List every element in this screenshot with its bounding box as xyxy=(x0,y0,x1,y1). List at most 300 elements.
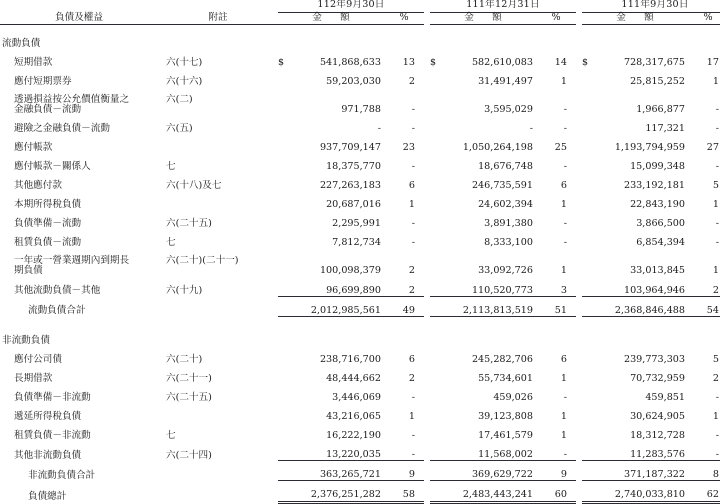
amount-label-a-1: 金 xyxy=(312,11,322,23)
column-header-percent-1: % xyxy=(384,12,424,24)
row-label: 應付短期票券 xyxy=(14,75,72,87)
table-row xyxy=(0,229,720,248)
percent-cell-2: 1 xyxy=(560,430,568,442)
row-note: 六(二十)(二十一) xyxy=(166,255,239,267)
amount-cell-2: 31,491,497 xyxy=(478,75,533,87)
currency-symbol-3 xyxy=(582,134,596,153)
table-row xyxy=(0,422,720,441)
currency-symbol-2 xyxy=(430,191,444,210)
percent-cell-1: - xyxy=(411,392,415,403)
percent-cell-2: 6 xyxy=(560,353,568,365)
percent-cell-1: - xyxy=(411,430,415,442)
amount-cell-2: 11,568,002 xyxy=(478,449,533,461)
percent-cell-2 xyxy=(536,327,576,346)
currency-symbol-1 xyxy=(278,68,292,87)
percent-cell-3: - xyxy=(715,218,720,230)
row-note: 六(二十) xyxy=(166,353,203,365)
subtotal-row xyxy=(0,296,720,316)
amount-label-a-3: 金 xyxy=(616,11,626,23)
currency-symbol-2 xyxy=(430,327,444,346)
amount-label-b-1: 額 xyxy=(340,11,350,23)
amount-cell-2 xyxy=(444,30,536,49)
amount-cell-2: 369,629,722 xyxy=(444,461,536,481)
amount-cell-3: 25,815,252 xyxy=(630,75,686,87)
table-row xyxy=(0,115,720,134)
amount-cell-3 xyxy=(596,30,688,49)
currency-symbol-2 xyxy=(430,365,444,384)
percent-cell-3: 1 xyxy=(712,411,720,423)
amount-cell-1: 227,263,183 xyxy=(319,180,381,192)
column-header-note: 附註 xyxy=(158,12,278,24)
currency-symbol-1 xyxy=(278,249,292,277)
column-header-percent-2: % xyxy=(536,12,576,24)
percent-cell-1: 58 xyxy=(384,481,424,502)
table-row xyxy=(0,249,720,277)
percent-cell-2: 1 xyxy=(560,372,568,384)
amount-cell-2: 2,483,443,241 xyxy=(444,481,536,502)
percent-cell-2: 14 xyxy=(554,56,568,68)
percent-cell-2: 1 xyxy=(560,75,568,87)
amount-cell-1: 937,709,147 xyxy=(319,141,381,153)
table-row xyxy=(0,191,720,210)
amount-cell-3: 459,851 xyxy=(645,392,686,403)
section-spacer-row xyxy=(0,316,720,327)
header-blank-note xyxy=(158,0,278,12)
amount-cell-3: 233,192,181 xyxy=(623,180,686,192)
amount-cell-1: 2,376,251,282 xyxy=(292,481,384,502)
amount-label-a-2: 金 xyxy=(464,11,474,23)
currency-symbol-3 xyxy=(582,249,596,277)
currency-symbol-2 xyxy=(430,316,444,327)
row-note: 六(十八)及七 xyxy=(166,180,222,192)
column-header-period-1: 112年9月30日 xyxy=(278,0,424,12)
currency-symbol-1 xyxy=(278,277,292,297)
amount-cell-1: 96,699,890 xyxy=(326,284,381,296)
percent-cell-2: 9 xyxy=(536,461,576,481)
table-row xyxy=(0,172,720,191)
currency-symbol-2 xyxy=(430,384,444,403)
currency-symbol-2 xyxy=(430,422,444,441)
row-label: 應付帳款－關係人 xyxy=(14,161,91,173)
currency-symbol-3 xyxy=(582,277,596,297)
amount-cell-1 xyxy=(292,316,384,327)
amount-cell-1: 13,220,035 xyxy=(326,449,381,461)
row-label-line2: 期負債 xyxy=(14,265,43,277)
currency-symbol-3 xyxy=(582,115,596,134)
percent-cell-3: 5 xyxy=(712,353,720,365)
percent-cell-1: 2 xyxy=(408,284,415,296)
currency-symbol-1 xyxy=(278,346,292,365)
table-row xyxy=(0,365,720,384)
row-note: 六(十七) xyxy=(166,56,203,68)
percent-cell-1: 1 xyxy=(408,199,415,211)
amount-cell-2: 55,734,601 xyxy=(478,372,533,384)
percent-cell-3: - xyxy=(715,103,720,115)
amount-cell-3: 1,966,877 xyxy=(636,103,686,115)
currency-symbol-1 xyxy=(278,327,292,346)
subtotal-row xyxy=(0,461,720,481)
percent-cell-3: 5 xyxy=(712,180,720,192)
amount-cell-3: 117,321 xyxy=(645,122,686,134)
amount-cell-3: 6,854,394 xyxy=(636,237,686,249)
currency-symbol-1 xyxy=(278,422,292,441)
currency-symbol-1 xyxy=(278,316,292,327)
percent-cell-1: 6 xyxy=(408,180,415,192)
amount-cell-2: 8,333,100 xyxy=(484,237,533,249)
percent-cell-2: 3 xyxy=(560,284,568,296)
percent-cell-2: - xyxy=(563,392,568,403)
percent-cell-2: - xyxy=(563,449,568,461)
currency-symbol-2 xyxy=(430,346,444,365)
amount-cell-3: 2,740,033,810 xyxy=(596,481,688,502)
percent-cell-1 xyxy=(384,30,424,49)
amount-cell-2: 3,891,380 xyxy=(484,218,533,230)
table-row xyxy=(0,441,720,461)
amount-cell-1 xyxy=(292,30,384,49)
amount-label-b-3: 額 xyxy=(644,11,654,23)
currency-symbol-1: $ xyxy=(278,56,285,68)
row-label: 負債準備－流動 xyxy=(14,218,82,230)
table-row xyxy=(0,346,720,365)
percent-cell-2 xyxy=(536,316,576,327)
percent-cell-1: 23 xyxy=(402,141,415,153)
amount-cell-2: 582,610,083 xyxy=(471,56,533,68)
currency-symbol-1 xyxy=(278,153,292,172)
table-body xyxy=(0,30,720,502)
currency-symbol-2 xyxy=(430,30,444,49)
percent-cell-3: 62 xyxy=(688,481,720,502)
currency-symbol-2 xyxy=(430,87,444,115)
percent-cell-1: 9 xyxy=(384,461,424,481)
percent-cell-3: - xyxy=(715,449,720,461)
currency-symbol-2 xyxy=(430,115,444,134)
currency-symbol-3 xyxy=(582,30,596,49)
currency-symbol-3: $ xyxy=(582,56,589,68)
percent-cell-3: - xyxy=(715,392,720,403)
amount-cell-3: 11,283,576 xyxy=(630,449,686,461)
currency-symbol-2 xyxy=(430,229,444,248)
percent-cell-1: - xyxy=(411,449,415,461)
row-label: 其他應付款 xyxy=(14,180,62,192)
amount-cell-3: 15,099,348 xyxy=(630,161,686,173)
percent-cell-3: 1 xyxy=(712,75,720,87)
percent-cell-3: - xyxy=(715,122,720,134)
row-label: 遞延所得稅負債 xyxy=(14,411,82,423)
currency-symbol-3 xyxy=(582,422,596,441)
row-label: 短期借款 xyxy=(14,56,53,68)
currency-symbol-1 xyxy=(278,229,292,248)
percent-cell-1: 6 xyxy=(408,353,415,365)
amount-cell-3: 30,624,905 xyxy=(630,411,686,423)
percent-cell-2: - xyxy=(563,237,568,249)
percent-cell-3: 27 xyxy=(706,141,720,153)
percent-cell-1: 2 xyxy=(408,372,415,384)
percent-cell-2: 25 xyxy=(554,141,568,153)
section-title: 流動負債 xyxy=(2,37,41,49)
currency-symbol-3 xyxy=(582,403,596,422)
row-label: 本期所得稅負債 xyxy=(14,199,82,211)
percent-cell-3: - xyxy=(715,161,720,173)
currency-symbol-1 xyxy=(278,191,292,210)
amount-cell-2: 18,676,748 xyxy=(478,161,533,173)
amount-cell-1: 3,446,069 xyxy=(332,392,381,403)
row-note: 七 xyxy=(166,161,176,173)
currency-symbol-1 xyxy=(278,172,292,191)
currency-symbol-1 xyxy=(278,210,292,229)
percent-cell-1: 2 xyxy=(408,265,415,277)
currency-symbol-1 xyxy=(278,365,292,384)
row-note: 六(二) xyxy=(166,93,193,105)
amount-cell-1: 7,812,734 xyxy=(332,237,381,249)
currency-symbol-1 xyxy=(278,384,292,403)
row-label-line2: 金融負債－流動 xyxy=(14,103,82,115)
column-header-period-3: 111年9月30日 xyxy=(582,0,720,12)
table-row xyxy=(0,277,720,297)
currency-symbol-1 xyxy=(278,481,292,502)
row-label: 應付帳款 xyxy=(14,141,53,153)
amount-cell-2: 39,123,808 xyxy=(478,411,533,423)
amount-cell-2: - xyxy=(529,122,533,134)
amount-cell-3: 728,317,675 xyxy=(623,56,686,68)
currency-symbol-3 xyxy=(582,365,596,384)
row-note: 六(二十五) xyxy=(166,218,212,230)
amount-cell-1: 18,375,770 xyxy=(326,161,381,173)
currency-symbol-3 xyxy=(582,441,596,461)
percent-cell-1: - xyxy=(411,103,415,115)
currency-symbol-3 xyxy=(582,384,596,403)
grand-total-label: 負債總計 xyxy=(28,490,67,502)
table-row xyxy=(0,87,720,115)
amount-cell-1: - xyxy=(377,122,381,134)
currency-symbol-3 xyxy=(582,327,596,346)
currency-symbol-3 xyxy=(582,296,596,316)
currency-symbol-1 xyxy=(278,296,292,316)
percent-cell-2: 1 xyxy=(560,199,568,211)
currency-symbol-1 xyxy=(278,403,292,422)
row-note: 六(二十一) xyxy=(166,372,212,384)
percent-cell-2: - xyxy=(563,122,568,134)
currency-symbol-2: $ xyxy=(430,56,437,68)
percent-cell-2 xyxy=(536,30,576,49)
amount-cell-3: 70,732,959 xyxy=(630,372,686,384)
currency-symbol-3 xyxy=(582,481,596,502)
percent-cell-1: - xyxy=(411,122,415,134)
percent-cell-1: 13 xyxy=(402,56,415,68)
currency-symbol-3 xyxy=(582,229,596,248)
currency-symbol-2 xyxy=(430,403,444,422)
currency-symbol-1 xyxy=(278,87,292,115)
row-label: 一年或一營業週期內到期長 xyxy=(14,255,130,267)
currency-symbol-1 xyxy=(278,441,292,461)
currency-symbol-2 xyxy=(430,277,444,297)
amount-cell-3 xyxy=(596,316,688,327)
amount-cell-2 xyxy=(444,327,536,346)
percent-cell-1: 2 xyxy=(408,75,415,87)
column-header-amount-2 xyxy=(430,12,536,24)
amount-cell-3: 2,368,846,488 xyxy=(596,296,688,316)
currency-symbol-3 xyxy=(582,68,596,87)
row-label: 租賃負債－流動 xyxy=(14,237,82,249)
row-note: 七 xyxy=(166,237,176,249)
amount-cell-3: 3,866,500 xyxy=(636,218,686,230)
currency-symbol-1 xyxy=(278,30,292,49)
currency-symbol-2 xyxy=(430,249,444,277)
table-row xyxy=(0,153,720,172)
amount-cell-2 xyxy=(444,316,536,327)
row-label: 租賃負債－非流動 xyxy=(14,430,91,442)
amount-cell-3: 371,187,322 xyxy=(596,461,688,481)
percent-cell-3: - xyxy=(715,430,720,442)
percent-cell-3: - xyxy=(715,237,720,249)
amount-cell-2: 245,282,706 xyxy=(471,353,533,365)
header-blank-label xyxy=(0,0,158,12)
column-header-amount-1 xyxy=(278,12,384,24)
currency-symbol-3 xyxy=(582,316,596,327)
amount-cell-1: 238,716,700 xyxy=(319,353,381,365)
percent-cell-3: 54 xyxy=(688,296,720,316)
amount-cell-2: 459,026 xyxy=(493,392,533,403)
table-row xyxy=(0,403,720,422)
column-header-percent-3: % xyxy=(688,12,720,24)
percent-cell-1: 1 xyxy=(408,411,415,423)
amount-cell-2: 17,461,579 xyxy=(478,430,533,442)
subtotal-label: 非流動負債合計 xyxy=(28,469,96,481)
percent-cell-2: - xyxy=(563,218,568,230)
row-label: 長期借款 xyxy=(14,372,53,384)
amount-cell-1 xyxy=(292,327,384,346)
percent-cell-1: 49 xyxy=(384,296,424,316)
subtotal-label: 流動負債合計 xyxy=(28,305,86,317)
currency-symbol-3 xyxy=(582,153,596,172)
amount-cell-2: 2,113,813,519 xyxy=(444,296,536,316)
currency-symbol-3 xyxy=(582,346,596,365)
percent-cell-2: - xyxy=(563,161,568,173)
currency-symbol-3 xyxy=(582,461,596,481)
percent-cell-1 xyxy=(384,327,424,346)
amount-cell-3: 239,773,303 xyxy=(623,353,686,365)
percent-cell-3: 8 xyxy=(688,461,720,481)
currency-symbol-2 xyxy=(430,210,444,229)
currency-symbol-3 xyxy=(582,191,596,210)
amount-cell-1: 48,444,662 xyxy=(326,372,381,384)
percent-cell-3 xyxy=(688,316,720,327)
currency-symbol-2 xyxy=(430,296,444,316)
table-row xyxy=(0,210,720,229)
amount-cell-3: 33,013,845 xyxy=(630,265,686,277)
percent-cell-3 xyxy=(688,30,720,49)
row-note: 六(五) xyxy=(166,122,193,134)
currency-symbol-2 xyxy=(430,481,444,502)
header-subcolumn-row xyxy=(0,12,720,24)
amount-cell-3: 22,843,190 xyxy=(630,199,686,211)
row-note: 六(十九) xyxy=(166,285,203,297)
percent-cell-1: - xyxy=(411,237,415,249)
percent-cell-1 xyxy=(384,316,424,327)
percent-cell-2: 60 xyxy=(536,481,576,502)
percent-cell-3: 17 xyxy=(706,56,720,68)
amount-cell-1: 16,222,190 xyxy=(326,430,381,442)
header-period-row xyxy=(0,0,720,12)
section-title-row xyxy=(0,30,720,49)
amount-cell-3: 1,193,794,959 xyxy=(614,141,686,153)
amount-cell-1: 100,098,379 xyxy=(319,265,381,277)
currency-symbol-3 xyxy=(582,210,596,229)
currency-symbol-1 xyxy=(278,461,292,481)
table-row xyxy=(0,134,720,153)
row-note: 六(十六) xyxy=(166,75,203,87)
grand-total-row xyxy=(0,481,720,502)
amount-cell-3: 103,964,946 xyxy=(623,284,686,296)
table-row xyxy=(0,49,720,68)
currency-symbol-2 xyxy=(430,153,444,172)
column-header-liabilities-equity: 負債及權益 xyxy=(0,12,158,24)
currency-symbol-2 xyxy=(430,461,444,481)
percent-cell-3: 1 xyxy=(712,265,720,277)
column-header-amount-3 xyxy=(582,12,688,24)
amount-cell-2: 24,602,394 xyxy=(478,199,533,211)
percent-cell-2: - xyxy=(563,103,568,115)
row-label: 其他非流動負債 xyxy=(14,449,82,461)
row-label: 應付公司債 xyxy=(14,353,62,365)
row-note: 七 xyxy=(166,430,176,442)
percent-cell-2: 1 xyxy=(560,411,568,423)
amount-cell-1: 541,868,633 xyxy=(319,56,381,68)
currency-symbol-2 xyxy=(430,441,444,461)
currency-symbol-1 xyxy=(278,115,292,134)
currency-symbol-2 xyxy=(430,68,444,87)
amount-cell-1: 20,687,016 xyxy=(326,199,381,211)
amount-cell-1: 2,012,985,561 xyxy=(292,296,384,316)
column-header-period-2: 111年12月31日 xyxy=(430,0,576,12)
percent-cell-2: 6 xyxy=(560,180,568,192)
row-note: 六(二十四) xyxy=(166,449,212,461)
currency-symbol-2 xyxy=(430,172,444,191)
row-note: 六(二十五) xyxy=(166,392,212,403)
amount-cell-2: 110,520,773 xyxy=(471,284,533,296)
percent-cell-3: 1 xyxy=(712,199,720,211)
row-label: 其他流動負債－其他 xyxy=(14,285,101,297)
row-label: 透過損益按公允價值衡量之 xyxy=(14,93,130,105)
percent-cell-3 xyxy=(688,327,720,346)
row-label: 避險之金融負債－流動 xyxy=(14,122,110,134)
percent-cell-3: 2 xyxy=(712,284,720,296)
row-label: 負債準備－非流動 xyxy=(14,392,91,403)
amount-cell-1: 971,788 xyxy=(341,103,381,115)
amount-cell-3 xyxy=(596,327,688,346)
amount-cell-2: 246,735,591 xyxy=(471,180,533,192)
currency-symbol-3 xyxy=(582,172,596,191)
percent-cell-2: 1 xyxy=(560,265,568,277)
amount-cell-1: 2,295,991 xyxy=(332,218,381,230)
currency-symbol-2 xyxy=(430,134,444,153)
table-header xyxy=(0,0,720,30)
section-title: 非流動負債 xyxy=(2,334,50,346)
section-title-row xyxy=(0,327,720,346)
percent-cell-3: 2 xyxy=(712,372,720,384)
table-row xyxy=(0,68,720,87)
amount-cell-1: 363,265,721 xyxy=(292,461,384,481)
amount-cell-3: 18,312,728 xyxy=(630,430,686,442)
currency-symbol-1 xyxy=(278,134,292,153)
table-row xyxy=(0,384,720,403)
amount-cell-1: 43,216,065 xyxy=(326,411,381,423)
percent-cell-2: 51 xyxy=(536,296,576,316)
percent-cell-1: - xyxy=(411,218,415,230)
amount-cell-2: 1,050,264,198 xyxy=(462,141,533,153)
currency-symbol-3 xyxy=(582,87,596,115)
amount-label-b-2: 額 xyxy=(492,11,502,23)
percent-cell-1: - xyxy=(411,161,415,173)
